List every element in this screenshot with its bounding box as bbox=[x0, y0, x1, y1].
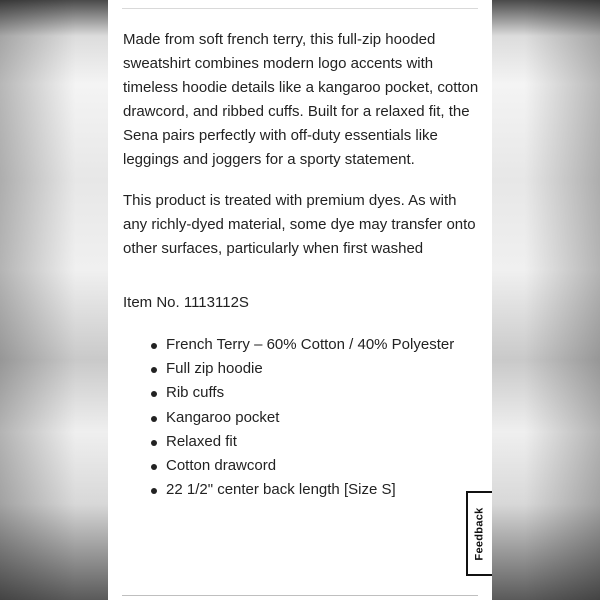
feature-list bbox=[123, 333, 483, 502]
list-item: Full zip hoodie bbox=[151, 357, 483, 381]
list-item: Kangaroo pocket bbox=[151, 406, 483, 430]
product-description-section bbox=[123, 28, 483, 502]
list-item: 22 1/2" center back length [Size S] bbox=[151, 478, 483, 502]
list-item: French Terry – 60% Cotton / 40% Polyester bbox=[151, 333, 483, 357]
product-details-panel bbox=[108, 0, 492, 600]
feedback-button[interactable] bbox=[466, 491, 492, 576]
feedback-label: Feedback bbox=[474, 506, 486, 561]
list-item: Relaxed fit bbox=[151, 430, 483, 454]
list-item: Cotton drawcord bbox=[151, 454, 483, 478]
divider-bottom bbox=[122, 595, 478, 596]
list-item: Rib cuffs bbox=[151, 381, 483, 405]
divider-top bbox=[122, 8, 478, 9]
item-number: Item No. 1113112S bbox=[123, 294, 249, 311]
product-description: Made from soft french terry, this full-zip hooded sweatshirt combines modern logo accents with timeless hoodie details like a kangaroo pocket, cotton drawcord, and ribbed cuffs. Built for a relaxed fit, the Sena pairs perfectly with off-duty essentials like leggings and joggers for a sporty statement. bbox=[123, 31, 479, 168]
dye-care-note: This product is treated with premium dyes. As with any richly-dyed material, some dye may transfer onto other surfaces, particularly when first washed bbox=[123, 192, 476, 257]
